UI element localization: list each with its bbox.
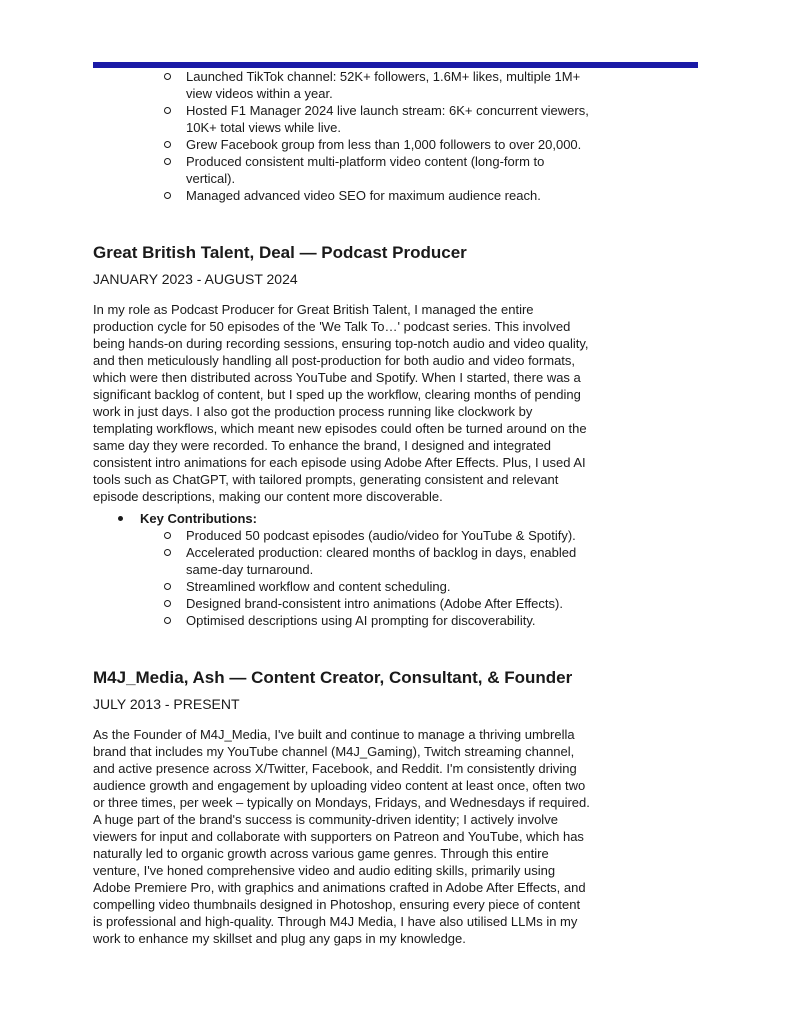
circle-bullet-icon — [164, 617, 171, 624]
list-item: Managed advanced video SEO for maximum audience reach. — [186, 187, 593, 204]
list-item: Streamlined workflow and content scheduling. — [186, 578, 593, 595]
resume-page — [93, 68, 593, 947]
m4j-section — [93, 667, 593, 947]
circle-bullet-icon — [164, 192, 171, 199]
circle-bullet-icon — [164, 158, 171, 165]
date-range: JANUARY 2023 - AUGUST 2024 — [93, 271, 298, 287]
list-item: Grew Facebook group from less than 1,000 followers to over 20,000. — [186, 136, 593, 153]
contributions-list — [93, 527, 593, 629]
date-range: JULY 2013 - PRESENT — [93, 696, 240, 712]
list-item: Designed brand-consistent intro animations (Adobe After Effects). — [186, 595, 593, 612]
section-paragraph: In my role as Podcast Producer for Great British Talent, I managed the entire production cycle for 50 episodes of the 'We Talk To…' podcast series. This involved being hands-on during recording sessions, ensuring top-notch audio and video quality, and then meticulously handling all post-production for both audio and video formats, which were then distributed across YouTube and Spotify. When I started, there was a significant backlog of content, but I sped up the workflow, clearing months of pending work in just days. I also got the production process running like clockwork by templating workflows, which meant new episodes could often be turned around on the same day they were recorded. To enhance the brand, I designed and integrated consistent intro animations for each episode using Adobe After Effects. Plus, I used AI tools such as ChatGPT, with tailored prompts, generating consistent and relevant episode descriptions, making our content more discoverable. — [93, 302, 589, 504]
tiktok-achievements-list — [93, 68, 593, 204]
list-item: Accelerated production: cleared months of backlog in days, enabled same-day turnaround. — [186, 544, 593, 578]
list-item: Hosted F1 Manager 2024 live launch stream: 6K+ concurrent viewers, 10K+ total views while live. — [186, 102, 593, 136]
key-contributions-label: Key Contributions: — [93, 510, 593, 527]
section-heading: Great British Talent, Deal — Podcast Producer — [93, 243, 467, 262]
list-item: Produced consistent multi-platform video content (long-form to vertical). — [186, 153, 593, 187]
circle-bullet-icon — [164, 141, 171, 148]
section-paragraph: As the Founder of M4J_Media, I've built and continue to manage a thriving umbrella brand that includes my YouTube channel (M4J_Gaming), Twitch streaming channel, and active presence across X/Twitter, Facebook, and Reddit. I'm consistently driving audience growth and engagement by uploading video content at least once, often two or three times, per week – typically on Mondays, Fridays, and Wednesdays if required. A huge part of the brand's success is community-driven identity; I actively involve viewers for input and collaborate with supporters on Patreon and YouTube, which has naturally led to organic growth across various game genres. Through this entire venture, I've honed comprehensive video and audio editing skills, primarily using Adobe Premiere Pro, with graphics and animations crafted in Adobe After Effects, and compelling video thumbnails designed in Photoshop, ensuring every piece of content is professional and high-quality. Through M4J Media, I have also utilised LLMs in my work to enhance my skillset and plug any gaps in my knowledge. — [93, 727, 590, 946]
list-item: Launched TikTok channel: 52K+ followers, 1.6M+ likes, multiple 1M+ view videos within a year. — [186, 68, 593, 102]
circle-bullet-icon — [164, 583, 171, 590]
list-item: Produced 50 podcast episodes (audio/video for YouTube & Spotify). — [186, 527, 593, 544]
circle-bullet-icon — [164, 532, 171, 539]
bullet-icon — [118, 516, 123, 521]
gbt-section — [93, 242, 593, 629]
circle-bullet-icon — [164, 549, 171, 556]
circle-bullet-icon — [164, 73, 171, 80]
list-item: Optimised descriptions using AI prompting for discoverability. — [186, 612, 593, 629]
circle-bullet-icon — [164, 107, 171, 114]
section-heading: M4J_Media, Ash — Content Creator, Consultant, & Founder — [93, 668, 573, 687]
circle-bullet-icon — [164, 600, 171, 607]
